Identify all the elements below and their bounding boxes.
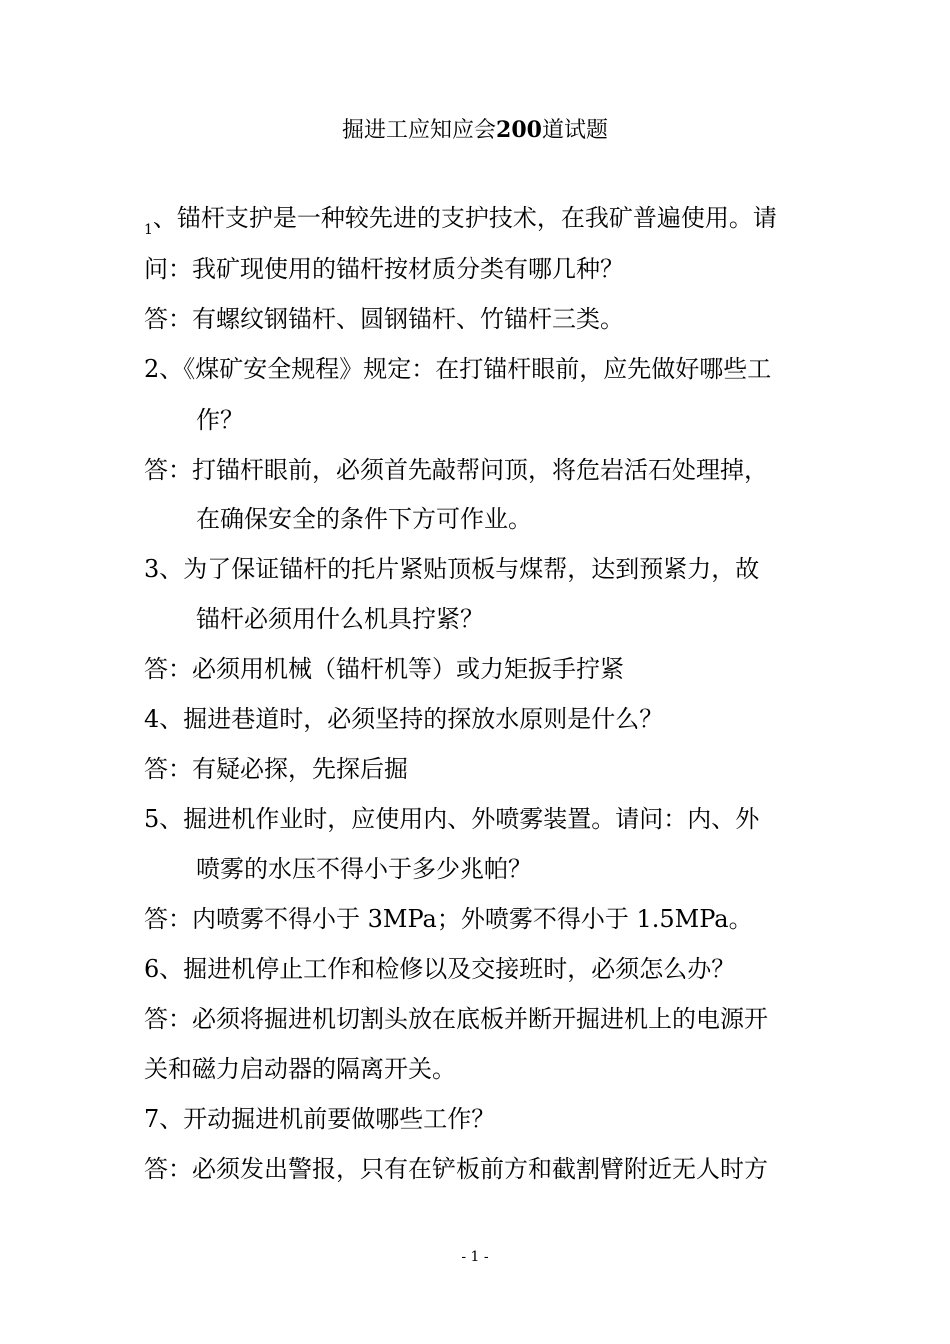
question-line: 锚杆必须用什么机具拧紧？ xyxy=(196,605,484,633)
question-line: 作？ xyxy=(196,406,244,434)
answer-line: 答：有螺纹钢锚杆、圆钢锚杆、竹锚杆三类。 xyxy=(144,305,624,333)
question-text: 、锚杆支护是一种较先进的支护技术，在我矿普遍使用。请 xyxy=(152,204,777,232)
question-line: 4、掘进巷道时，必须坚持的探放水原则是什么？ xyxy=(144,705,664,733)
question-line: 6、掘进机停止工作和检修以及交接班时，必须怎么办？ xyxy=(144,955,736,983)
question-line xyxy=(144,202,777,238)
answer-line: 在确保安全的条件下方可作业。 xyxy=(196,505,532,533)
question-line: 3、为了保证锚杆的托片紧贴顶板与煤帮，达到预紧力，故 xyxy=(144,555,760,583)
answer-line: 答：有疑必探，先探后掘 xyxy=(144,755,408,783)
answer-line: 答：必须用机械（锚杆机等）或力矩扳手拧紧 xyxy=(144,655,624,683)
answer-line: 答：打锚杆眼前，必须首先敲帮问顶，将危岩活石处理掉， xyxy=(144,456,768,484)
question-number: 1 xyxy=(144,222,153,238)
page-number: - 1 - xyxy=(461,1249,489,1265)
question-line: 2、《煤矿安全规程》规定：在打锚杆眼前，应先做好哪些工 xyxy=(144,355,772,383)
answer-line: 答：必须将掘进机切割头放在底板并断开掘进机上的电源开 xyxy=(144,1005,768,1033)
question-line: 5、掘进机作业时，应使用内、外喷雾装置。请问：内、外 xyxy=(144,805,760,833)
question-line: 问：我矿现使用的锚杆按材质分类有哪几种？ xyxy=(144,255,624,283)
answer-line: 答：必须发出警报，只有在铲板前方和截割臂附近无人时方 xyxy=(144,1155,768,1183)
question-line: 7、开动掘进机前要做哪些工作？ xyxy=(144,1105,496,1133)
title-suffix: 道试题 xyxy=(541,118,608,143)
title-number: 200 xyxy=(496,117,542,143)
question-line: 喷雾的水压不得小于多少兆帕？ xyxy=(196,855,532,883)
answer-line: 答：内喷雾不得小于 3MPa；外喷雾不得小于 1.5MPa。 xyxy=(144,905,753,933)
title-prefix: 掘进工应知应会 xyxy=(342,118,497,143)
document-title xyxy=(0,115,950,146)
answer-line: 关和磁力启动器的隔离开关。 xyxy=(144,1055,456,1083)
